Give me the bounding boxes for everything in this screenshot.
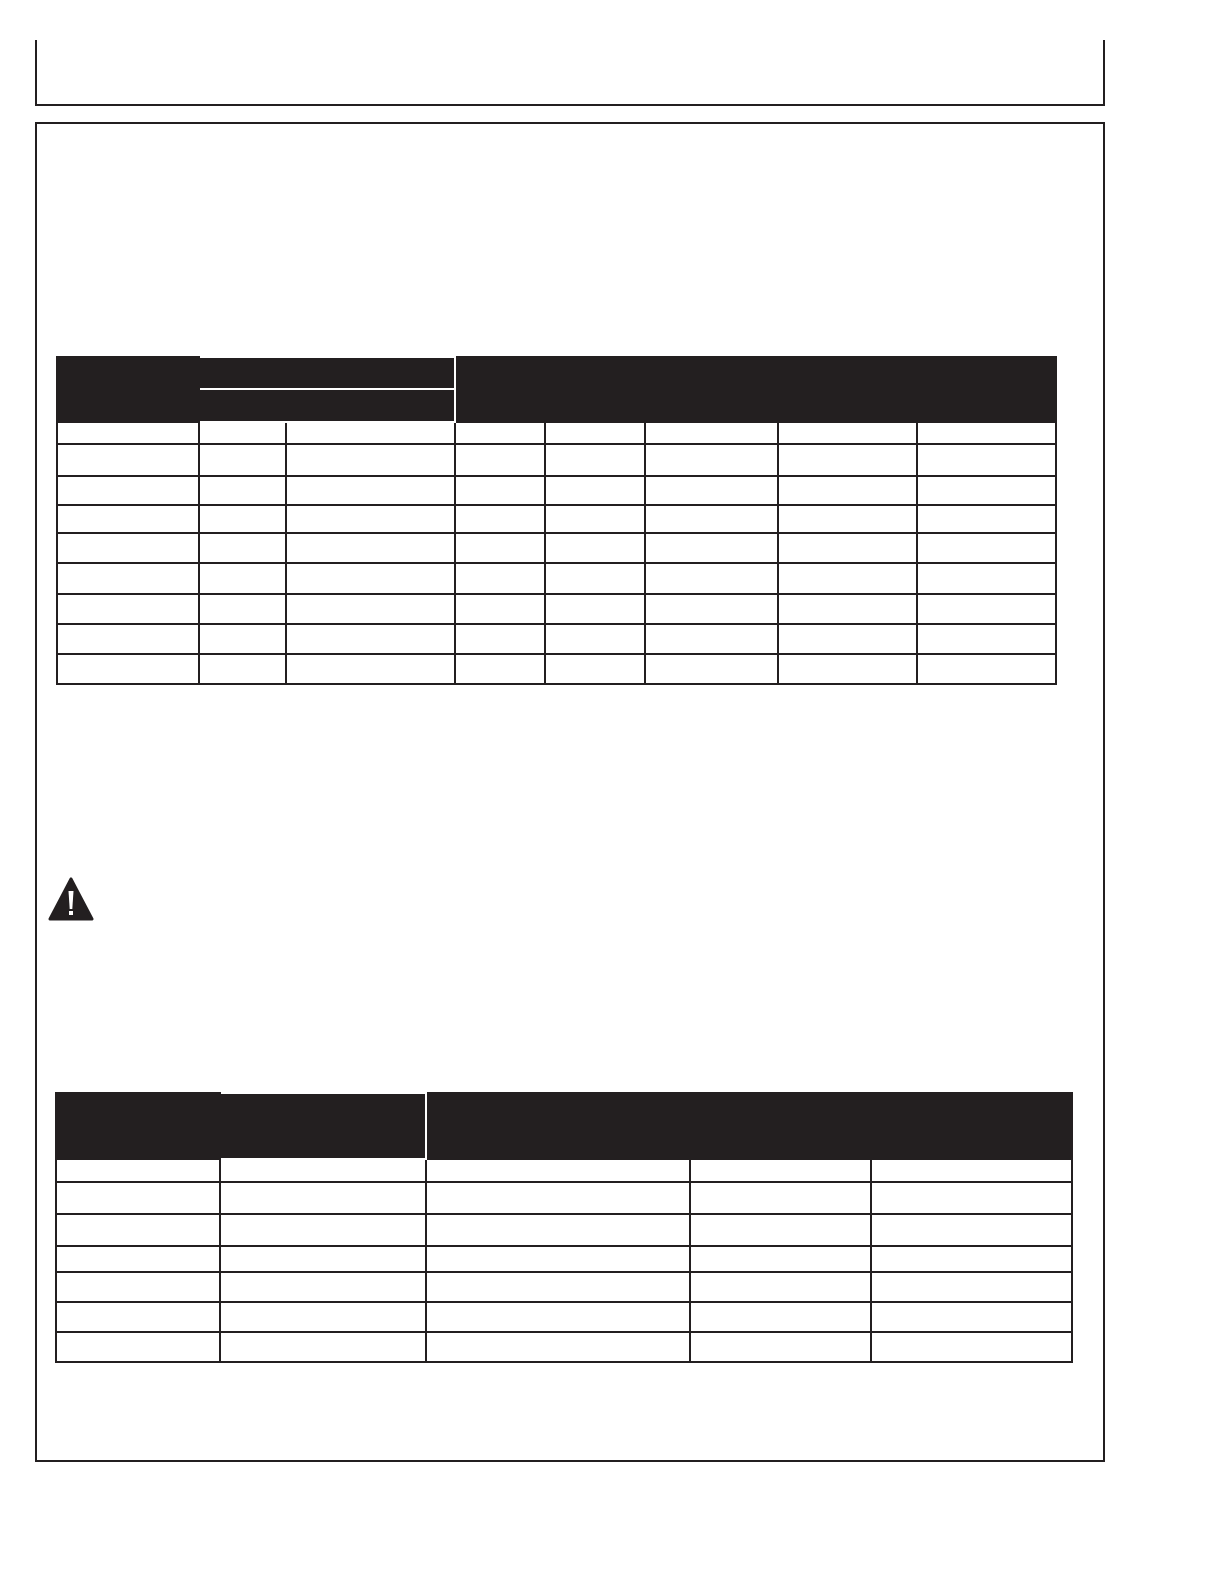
table-row bbox=[57, 654, 1056, 684]
table1-cell bbox=[57, 624, 199, 654]
table2-cell bbox=[426, 1246, 690, 1272]
table1-group-b-header bbox=[455, 357, 1056, 389]
table1-cell bbox=[455, 563, 545, 594]
table1-cell bbox=[917, 563, 1056, 594]
table1-cell bbox=[286, 422, 455, 444]
table2-cell bbox=[871, 1159, 1072, 1182]
table-row bbox=[56, 1246, 1072, 1272]
table2-cell bbox=[871, 1272, 1072, 1302]
table1-cell bbox=[57, 505, 199, 533]
table1-cell bbox=[199, 624, 286, 654]
table2-cell bbox=[871, 1246, 1072, 1272]
table1-cell bbox=[57, 422, 199, 444]
table-row bbox=[57, 422, 1056, 444]
table2-cell bbox=[56, 1246, 220, 1272]
table1-cell bbox=[545, 624, 645, 654]
table1-cell bbox=[917, 624, 1056, 654]
table1-cell bbox=[286, 444, 455, 476]
table1-cell bbox=[286, 624, 455, 654]
table1-cell bbox=[645, 505, 778, 533]
table2-cell bbox=[690, 1246, 871, 1272]
table1-cell bbox=[455, 594, 545, 624]
table2-cell bbox=[56, 1159, 220, 1182]
table-row bbox=[57, 594, 1056, 624]
table1-cell bbox=[778, 444, 917, 476]
table2-col2-header bbox=[220, 1093, 426, 1159]
table1-cell bbox=[778, 594, 917, 624]
header-box bbox=[35, 40, 1105, 106]
table1-cell bbox=[545, 563, 645, 594]
table1-cell bbox=[645, 476, 778, 505]
table-row bbox=[56, 1182, 1072, 1214]
table1-cell bbox=[778, 654, 917, 684]
table1-cell bbox=[917, 594, 1056, 624]
spec-table-2 bbox=[55, 1092, 1073, 1363]
table2-cell bbox=[871, 1214, 1072, 1246]
table2-cell bbox=[56, 1302, 220, 1332]
table1-cell bbox=[917, 444, 1056, 476]
table-row bbox=[57, 476, 1056, 505]
table1-cell bbox=[199, 594, 286, 624]
table1-cell bbox=[57, 533, 199, 563]
table1-cell bbox=[199, 563, 286, 594]
table1-cell bbox=[57, 654, 199, 684]
table2-cell bbox=[426, 1214, 690, 1246]
table1-cell bbox=[778, 624, 917, 654]
table2-cell bbox=[220, 1246, 426, 1272]
table-row bbox=[57, 624, 1056, 654]
table1-cell bbox=[778, 563, 917, 594]
table2-cell bbox=[690, 1302, 871, 1332]
table1-cell bbox=[199, 476, 286, 505]
table-row bbox=[56, 1272, 1072, 1302]
table1-cell bbox=[545, 533, 645, 563]
table1-cell bbox=[455, 624, 545, 654]
table1-cell bbox=[645, 533, 778, 563]
table1-cell bbox=[199, 444, 286, 476]
table1-cell bbox=[455, 654, 545, 684]
table2-cell bbox=[56, 1214, 220, 1246]
table2-cell bbox=[690, 1182, 871, 1214]
table1-cell bbox=[645, 563, 778, 594]
table1-cell bbox=[545, 444, 645, 476]
table1-cell bbox=[286, 654, 455, 684]
table1-cell bbox=[455, 533, 545, 563]
table2-cell bbox=[426, 1302, 690, 1332]
table1-cell bbox=[778, 505, 917, 533]
table1-cell bbox=[778, 476, 917, 505]
table2-cell bbox=[220, 1272, 426, 1302]
table1-cell bbox=[645, 444, 778, 476]
table-row bbox=[57, 444, 1056, 476]
table1-cell bbox=[57, 444, 199, 476]
table1-cell bbox=[455, 444, 545, 476]
table1-cell bbox=[57, 563, 199, 594]
table1-group-b-subheader bbox=[455, 389, 1056, 422]
table2-cell bbox=[690, 1332, 871, 1362]
table1-group-a-header bbox=[199, 357, 455, 389]
table1-cell bbox=[645, 422, 778, 444]
table1-cell bbox=[286, 533, 455, 563]
table1-cell bbox=[917, 505, 1056, 533]
table1-cell bbox=[286, 594, 455, 624]
warning-triangle-icon bbox=[48, 877, 94, 921]
table-row bbox=[56, 1214, 1072, 1246]
table2-cell bbox=[690, 1272, 871, 1302]
table1-cell bbox=[778, 533, 917, 563]
table1-cell bbox=[917, 533, 1056, 563]
table2-cell bbox=[426, 1272, 690, 1302]
table1-cell bbox=[778, 422, 917, 444]
table1-cell bbox=[199, 422, 286, 444]
table-row bbox=[56, 1159, 1072, 1182]
table1-body bbox=[57, 422, 1056, 684]
table2-cell bbox=[871, 1302, 1072, 1332]
table2-cell bbox=[220, 1159, 426, 1182]
table-row bbox=[57, 505, 1056, 533]
table1-cell bbox=[455, 422, 545, 444]
table2-cell bbox=[871, 1332, 1072, 1362]
table1-cell bbox=[545, 594, 645, 624]
table2-cell bbox=[56, 1332, 220, 1362]
table1-cell bbox=[199, 505, 286, 533]
table2-cell bbox=[426, 1332, 690, 1362]
table1-cell bbox=[545, 654, 645, 684]
table2-cell bbox=[871, 1182, 1072, 1214]
table1-cell bbox=[57, 594, 199, 624]
table1-cell bbox=[645, 654, 778, 684]
table1-cell bbox=[917, 476, 1056, 505]
table2-cell bbox=[220, 1182, 426, 1214]
table2-cell bbox=[220, 1214, 426, 1246]
table1-cell bbox=[57, 476, 199, 505]
table2-col3-header bbox=[426, 1093, 1072, 1159]
table1-cell bbox=[286, 476, 455, 505]
table2-cell bbox=[220, 1302, 426, 1332]
table2-col1-header bbox=[56, 1093, 220, 1159]
table1-cell bbox=[917, 422, 1056, 444]
table-row bbox=[57, 563, 1056, 594]
table2-cell bbox=[426, 1182, 690, 1214]
table1-group-a-subheader bbox=[199, 389, 455, 422]
table2-cell bbox=[690, 1159, 871, 1182]
table1-cell bbox=[199, 654, 286, 684]
table1-cell bbox=[455, 505, 545, 533]
table1-cell bbox=[545, 422, 645, 444]
table2-cell bbox=[56, 1182, 220, 1214]
table1-cell bbox=[645, 594, 778, 624]
table2-body bbox=[56, 1159, 1072, 1362]
table1-cell bbox=[545, 476, 645, 505]
spec-table-1 bbox=[56, 356, 1057, 685]
table1-cell bbox=[199, 533, 286, 563]
table1-cell bbox=[917, 654, 1056, 684]
table1-cell bbox=[545, 505, 645, 533]
table1-cell bbox=[286, 505, 455, 533]
table1-cell bbox=[286, 563, 455, 594]
table1-corner-header bbox=[57, 357, 199, 422]
table-row bbox=[56, 1302, 1072, 1332]
table-row bbox=[57, 533, 1056, 563]
table1-cell bbox=[455, 476, 545, 505]
table-row bbox=[56, 1332, 1072, 1362]
table1-cell bbox=[645, 624, 778, 654]
table2-cell bbox=[426, 1159, 690, 1182]
table2-cell bbox=[220, 1332, 426, 1362]
table2-cell bbox=[56, 1272, 220, 1302]
table2-cell bbox=[690, 1214, 871, 1246]
